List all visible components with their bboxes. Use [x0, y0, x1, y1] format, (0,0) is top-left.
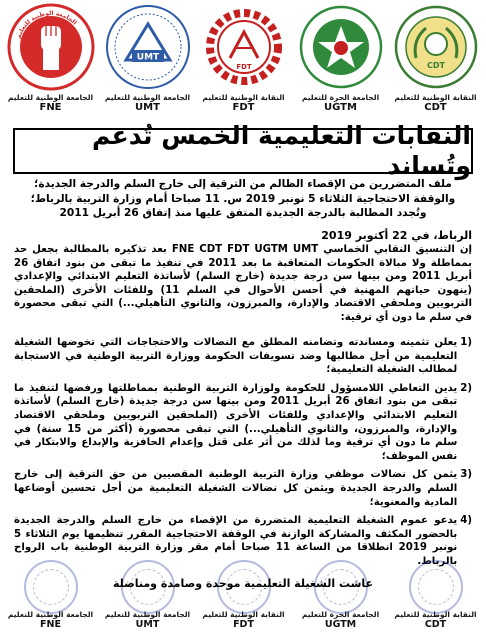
point-number: 3) — [460, 469, 472, 481]
point-text: يدعو عموم الشغيلة التعليمية المتضررة من الإقصاء من خارج السلم والدرجة الجديدة بالحضور المكثف والمشاركة الوازنة في الوقفة الاحتجاجية المقرر تنظيمها يوم الثلاثاء 5 نونبر 2019 انطلاقا من الساعة 11 صباحا أمام مقر وزارة التربية الوطنية باب الرواح بالرباط. — [14, 515, 458, 567]
union-stamps-row — [0, 560, 486, 640]
stamp-cdt-caption: النقابة الوطنية للتعليم — [394, 610, 477, 619]
page-title: النقابات التعليمية الخمس تُدعم وتُساند — [92, 121, 471, 180]
dateline: الرباط، في 22 أكتوبر 2019 — [321, 229, 472, 242]
logo-fne-caption: الجامعة الوطنية للتعليم — [7, 93, 94, 102]
logo-ugtm-abbr: UGTM — [324, 102, 357, 113]
cdt-mark-text: CDT — [426, 61, 445, 70]
umt-emblem-icon — [104, 2, 192, 92]
list-item — [14, 468, 472, 509]
stamp-cdt — [387, 560, 484, 630]
point-text: يثمن كل نضالات موظفي وزارة التربية الوطنية المقصيين من حق الترقية إلى خارج السلم والدرجة الجديدة ويثمن كل نضالات الشغيلة التعليمية من أجل تحسين أوضاعها المادية والمعنوية؛ — [14, 469, 458, 508]
stamp-fne-caption: الجامعة الوطنية للتعليم — [7, 610, 94, 619]
point-number: 1) — [460, 337, 472, 348]
logo-fne-abbr: FNE — [39, 102, 62, 113]
subtitle-line: والوقفة الاحتجاجية الثلاثاء 5 نونبر 2019 س. 11 صباحا أمام وزارة التربية بالرباط؛ — [30, 192, 456, 205]
logo-cdt — [387, 2, 484, 113]
stamp-fdt — [195, 560, 292, 630]
points-list — [14, 336, 472, 574]
list-item — [14, 336, 472, 377]
stamp-ugtm-caption: الجامعة الحرة للتعليم — [301, 610, 380, 619]
logo-umt-abbr: UMT — [135, 102, 160, 113]
umt-mark-text: UMT — [136, 52, 159, 63]
stamp-umt-abbr: UMT — [135, 619, 160, 630]
logo-ugtm-caption: الجامعة الحرة للتعليم — [301, 93, 380, 102]
union-logos-row — [0, 2, 486, 130]
logo-fdt — [195, 2, 292, 113]
logo-umt-caption: الجامعة الوطنية للتعليم — [104, 93, 191, 102]
list-item — [14, 382, 472, 464]
point-number: 2) — [460, 382, 472, 394]
stamp-umt — [99, 560, 196, 630]
logo-cdt-caption: النقابة الوطنية للتعليم — [394, 93, 477, 102]
fne-fist-icon — [7, 2, 95, 92]
stamp-ugtm — [292, 560, 389, 630]
fdt-gear-icon — [200, 2, 288, 92]
logo-ugtm — [292, 2, 389, 113]
point-text: يعلن تثمينه ومساندته وتضامنه المطلق مع النضالات والاحتجاجات التي تخوضها الشغيلة التعليمية من أجل مطالبها وضد تسويفات الحكومة ووزارة التربية الوطنية في الاستجابة لمطالب الشغيلة التعليمية؛ — [14, 337, 458, 376]
logo-fdt-abbr: FDT — [232, 102, 255, 113]
fne-ring-text: الجامعة الوطنية للتعليم — [14, 9, 78, 40]
stamp-fdt-caption: النقابة الوطنية للتعليم — [202, 610, 285, 619]
logo-cdt-abbr: CDT — [424, 102, 447, 113]
fdt-mark-text: FDT — [235, 63, 252, 71]
subtitle-line: وتُجدد المطالبة بالدرجة الجديدة المتفق عليها منذ إتفاق 26 أبريل 2011 — [59, 207, 427, 219]
stamp-fdt-abbr: FDT — [233, 619, 254, 630]
closing-slogan: عاشت الشغيلة التعليمية موحدة وصامدة ومناضلة — [112, 577, 374, 590]
stamp-fne-abbr: FNE — [40, 619, 61, 630]
point-number: 4) — [460, 515, 472, 527]
logo-fdt-caption: النقابة الوطنية للتعليم — [202, 93, 285, 102]
stamp-fne — [2, 560, 99, 630]
subtitle-line: ملف المتضررين من الإقصاء الظالم من الترقية إلى خارج السلم والدرجة الجديدة؛ — [34, 178, 452, 190]
ugtm-star-icon — [297, 2, 385, 92]
stamp-cdt-abbr: CDT — [424, 619, 447, 630]
logo-umt — [99, 2, 196, 113]
stamp-umt-caption: الجامعة الوطنية للتعليم — [104, 610, 191, 619]
intro-paragraph: إن التنسيق النقابي الخماسي FNE CDT FDT UGTM UMT بعد تذكيره بالمطالبة بجعل حد بمماطلة ولا مبالاة الحكومات المتعاقبة ما بعد 2011 في تنفيذ ما تبقى من بنود اتفاق 26 أبريل 2011 ومن بينها سن درجة جديدة (خارج السلم) لأساتذة التعليم الابتدائي والإعدادي (ينهون حياتهم المهنية في أحسن الأحوال في السلم 11) وللفئات الأخرى (الملحقين التربويين وملحقي الاقتصاد والإدارة، والمبرزون، والثانوي التأهيلي...) التي تبقى محصورة في سلم ما دون أي ترقية: — [14, 244, 473, 323]
stamp-ugtm-abbr: UGTM — [324, 619, 357, 630]
point-text: يدين التعاطي اللامسؤول للحكومة ولوزارة التربية الوطنية بمماطلتها ورفضها لتنفيذ ما تبقى من بنود اتفاق 26 أبريل 2011 ومن بينها سن درجة جديدة (خارج السلم) لأساتذة التعليم الابتدائي والإعدادي وللفئات الأخرى (الملحقين التربويين وملحقي الاقتصاد والإدارة، والمبرزون، والثانوي التأهيلي...) التي تبقى محصورة (أكثر من 15 سنة) في سلم ما دون أي ترقية وما لذلك من أثر على قتل وإعدام الحافزية والإبداع والابتكار في نفس الموظف؛ — [14, 382, 458, 462]
cdt-wreath-icon — [392, 2, 480, 92]
logo-fne — [2, 2, 99, 113]
subtitle-block — [14, 177, 472, 221]
title-box — [13, 121, 473, 180]
